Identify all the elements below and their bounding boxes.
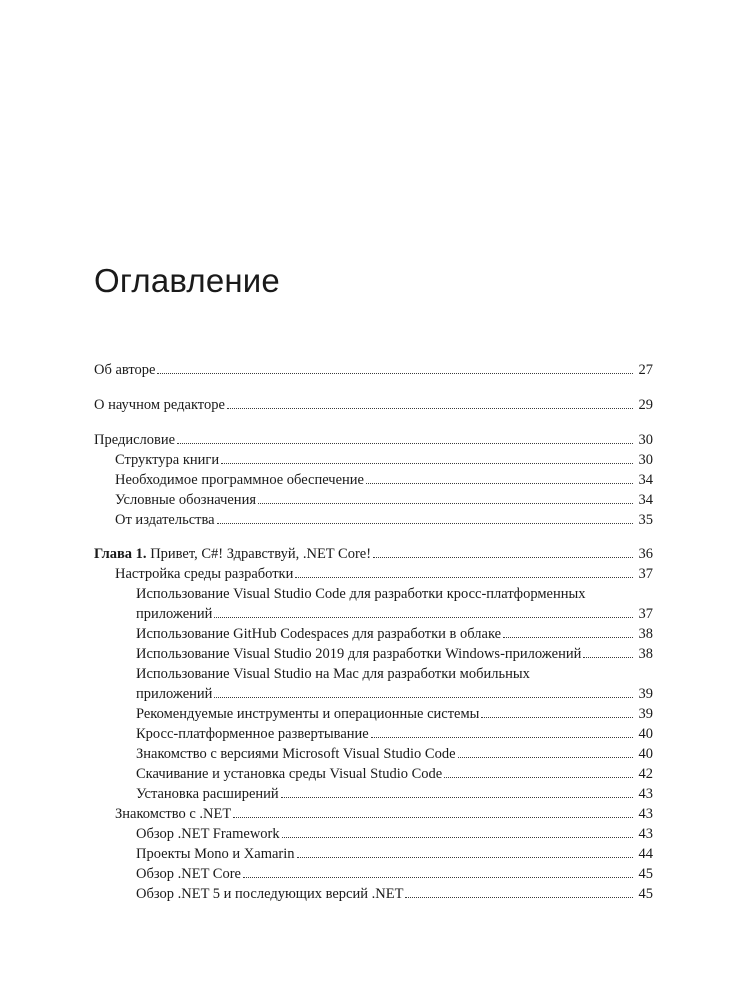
toc-entry-vs2019-windows[interactable] xyxy=(94,644,653,664)
toc-page-number: 38 xyxy=(638,626,653,642)
dot-leader xyxy=(583,656,633,658)
toc-entry-label: Использование GitHub Codespaces для разработки в облаке xyxy=(136,626,502,642)
toc-entry-label: Установка расширений xyxy=(136,786,279,802)
page-title: Оглавление xyxy=(94,262,280,299)
toc-entry-label xyxy=(94,544,371,564)
toc-entry-github-codespaces[interactable] xyxy=(94,624,653,644)
toc-entry-mono-xamarin[interactable] xyxy=(94,844,653,864)
toc-entry-env-setup[interactable] xyxy=(94,564,653,584)
dot-leader xyxy=(373,556,633,558)
toc-entry-label-line1: Использование Visual Studio Code для разработки кросс-платформенных xyxy=(136,586,586,602)
dot-leader xyxy=(282,836,633,838)
toc-page-number: 29 xyxy=(638,397,653,413)
toc-entry-net5[interactable] xyxy=(94,884,653,904)
dot-leader xyxy=(366,482,633,484)
toc-page-number: 45 xyxy=(638,866,653,882)
dot-leader xyxy=(214,616,633,618)
toc-entry-recommended-tools[interactable] xyxy=(94,704,653,724)
dot-leader xyxy=(281,796,633,798)
toc-entry-net-framework[interactable] xyxy=(94,824,653,844)
toc-entry-label: Необходимое программное обеспечение xyxy=(115,472,364,488)
dot-leader xyxy=(405,896,633,898)
dot-leader xyxy=(503,636,633,638)
toc-entry-label: Рекомендуемые инструменты и операционные системы xyxy=(136,706,480,722)
toc-entry-label: Кросс-платформенное развертывание xyxy=(136,726,369,742)
dot-leader xyxy=(444,776,633,778)
toc-entry-book-structure[interactable] xyxy=(94,450,653,470)
dot-leader xyxy=(243,876,633,878)
dot-leader xyxy=(258,502,633,504)
toc-entry-label: Условные обозначения xyxy=(115,492,256,508)
toc-page-number: 43 xyxy=(638,826,653,842)
toc-entry-label: Скачивание и установка среды Visual Studio Code xyxy=(136,766,443,782)
toc-entry-about-author[interactable] xyxy=(94,360,653,380)
dot-leader xyxy=(481,716,633,718)
toc-entry-label: Знакомство с версиями Microsoft Visual Studio Code xyxy=(136,746,456,762)
toc-entry-cross-platform-deploy[interactable] xyxy=(94,724,653,744)
toc-entry-from-publisher[interactable] xyxy=(94,510,653,530)
dot-leader xyxy=(217,522,633,524)
toc-page-number: 37 xyxy=(638,606,653,622)
toc-page-number: 43 xyxy=(638,806,653,822)
toc-entry-chapter-1[interactable] xyxy=(94,544,653,564)
toc-entry-label: От издательства xyxy=(115,512,215,528)
toc-page-number: 45 xyxy=(638,886,653,902)
toc-entry-label: О научном редакторе xyxy=(94,397,225,413)
toc-page-number: 36 xyxy=(638,546,653,562)
table-of-contents xyxy=(94,360,653,904)
dot-leader xyxy=(221,462,633,464)
toc-entry-label: Предисловие xyxy=(94,432,176,448)
chapter-title: Привет, C#! Здравствуй, .NET Core! xyxy=(150,546,372,562)
dot-leader xyxy=(157,372,633,374)
toc-entry-label: Обзор .NET Framework xyxy=(136,826,280,842)
toc-entry-label: Знакомство с .NET xyxy=(115,806,232,822)
toc-entry-label: Обзор .NET 5 и последующих версий .NET xyxy=(136,886,404,902)
toc-page-number: 30 xyxy=(638,452,653,468)
toc-page-number: 39 xyxy=(638,686,653,702)
toc-entry-label-line2: приложений xyxy=(136,686,213,702)
chapter-prefix: Глава 1. xyxy=(94,546,147,562)
toc-page-number: 35 xyxy=(638,512,653,528)
dot-leader xyxy=(177,442,633,444)
toc-entry-conventions[interactable] xyxy=(94,490,653,510)
dot-leader xyxy=(233,816,633,818)
toc-entry-intro-net[interactable] xyxy=(94,804,653,824)
toc-entry-label: Структура книги xyxy=(115,452,220,468)
toc-page-number: 34 xyxy=(638,472,653,488)
toc-entry-vs-mac-mobile[interactable] xyxy=(94,664,653,704)
toc-entry-net-core[interactable] xyxy=(94,864,653,884)
toc-entry-about-editor[interactable] xyxy=(94,395,653,415)
toc-entry-label: Проекты Mono и Xamarin xyxy=(136,846,295,862)
toc-page-number: 27 xyxy=(638,362,653,378)
toc-entry-label-line2: приложений xyxy=(136,606,213,622)
toc-entry-label: Настройка среды разработки xyxy=(115,566,294,582)
toc-entry-label: Обзор .NET Core xyxy=(136,866,241,882)
toc-page-number: 38 xyxy=(638,646,653,662)
toc-page-number: 40 xyxy=(638,746,653,762)
toc-entry-vscode-cross-platform[interactable] xyxy=(94,584,653,624)
dot-leader xyxy=(227,407,633,409)
toc-entry-label: Использование Visual Studio 2019 для разработки Windows-приложений xyxy=(136,646,582,662)
toc-page-number: 30 xyxy=(638,432,653,448)
toc-entry-required-software[interactable] xyxy=(94,470,653,490)
dot-leader xyxy=(371,736,633,738)
dot-leader xyxy=(297,856,633,858)
toc-entry-install-extensions[interactable] xyxy=(94,784,653,804)
toc-page-number: 40 xyxy=(638,726,653,742)
toc-page-number: 43 xyxy=(638,786,653,802)
toc-page-number: 44 xyxy=(638,846,653,862)
toc-page-number: 39 xyxy=(638,706,653,722)
toc-entry-vscode-versions[interactable] xyxy=(94,744,653,764)
dot-leader xyxy=(295,576,633,578)
toc-entry-label-line1: Использование Visual Studio на Mac для разработки мобильных xyxy=(136,666,530,682)
toc-page-number: 34 xyxy=(638,492,653,508)
toc-page-number: 37 xyxy=(638,566,653,582)
toc-entry-preface[interactable] xyxy=(94,430,653,450)
toc-entry-label: Об авторе xyxy=(94,362,156,378)
toc-entry-vscode-download[interactable] xyxy=(94,764,653,784)
dot-leader xyxy=(214,696,633,698)
toc-page-number: 42 xyxy=(638,766,653,782)
dot-leader xyxy=(458,756,633,758)
